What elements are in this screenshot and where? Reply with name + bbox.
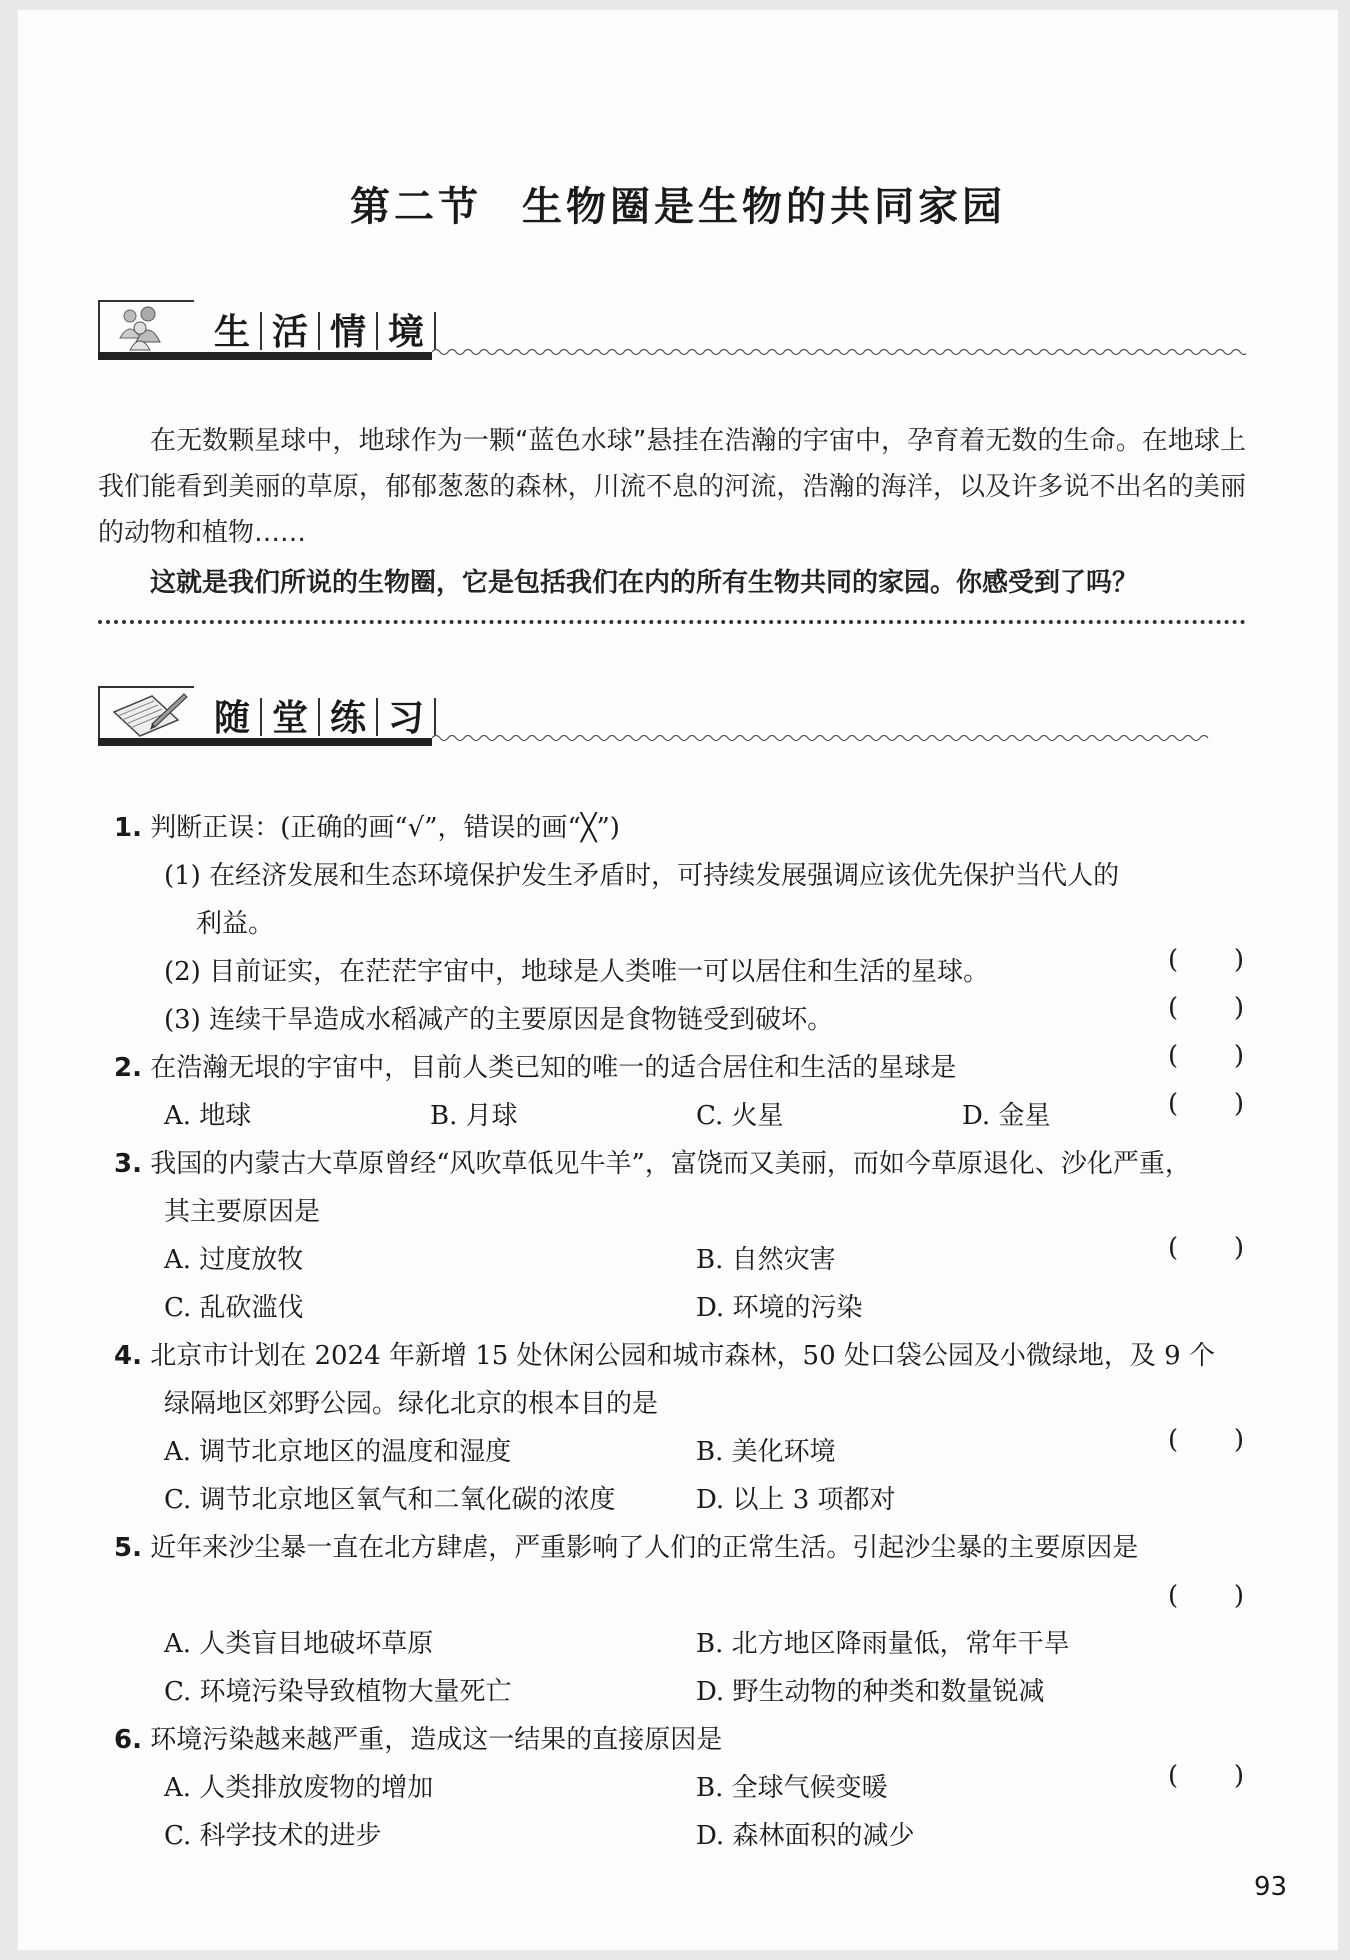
- option-d: D. 金星: [962, 1101, 1051, 1131]
- option-a: A. 调节北京地区的温度和湿度: [164, 1437, 512, 1467]
- notebook-pencil-icon: [108, 690, 188, 738]
- question-1: 1. 判断正误：(正确的画“√”，错误的画“╳”): [114, 813, 620, 843]
- option-b: B. 北方地区降雨量低，常年干旱: [696, 1629, 1070, 1659]
- question-1-statement-1-cont: 利益。 ( ): [196, 906, 1244, 942]
- dotted-divider: [98, 620, 1246, 624]
- option-c: C. 调节北京地区氧气和二氧化碳的浓度: [164, 1485, 616, 1515]
- option-a: A. 人类盲目地破坏草原: [164, 1629, 434, 1659]
- question-4-cont: 绿隔地区郊野公园。绿化北京的根本目的是 ( ): [164, 1386, 1244, 1422]
- answer-blank[interactable]: ( ): [1168, 993, 1244, 1023]
- answer-blank[interactable]: ( ): [1168, 1089, 1244, 1119]
- option-c: C. 科学技术的进步: [164, 1821, 382, 1851]
- section-title-life-context: 生 活 情 境: [214, 304, 446, 355]
- section-title-practice: 随 堂 练 习: [214, 690, 446, 741]
- answer-blank[interactable]: ( ): [1168, 945, 1244, 975]
- option-b: B. 全球气候变暖: [696, 1773, 888, 1803]
- question-1-statement-1: (1) 在经济发展和生态环境保护发生矛盾时，可持续发展强调应该优先保护当代人的: [164, 861, 1120, 891]
- page-number: 93: [1254, 1872, 1288, 1902]
- context-paragraph: 在无数颗星球中，地球作为一颗“蓝色水球”悬挂在浩瀚的宇宙中，孕育着无数的生命。在地球上我们能看到美丽的草原，郁郁葱葱的森林，川流不息的河流，浩瀚的海洋，以及许多说不出名的美丽的动物和植物……: [98, 426, 1246, 548]
- context-highlight: 这就是我们所说的生物圈，它是包括我们在内的所有生物共同的家园。你感受到了吗？: [150, 568, 1139, 598]
- option-d: D. 环境的污染: [696, 1293, 863, 1323]
- option-b: B. 美化环境: [696, 1437, 836, 1467]
- option-d: D. 野生动物的种类和数量锐减: [696, 1677, 1045, 1707]
- option-c: C. 环境污染导致植物大量死亡: [164, 1677, 512, 1707]
- title-section-number: 第二节: [350, 183, 482, 230]
- page: [18, 10, 1338, 1950]
- option-a: A. 地球: [164, 1101, 252, 1131]
- answer-blank[interactable]: ( ): [1168, 1761, 1244, 1791]
- option-b: B. 月球: [430, 1101, 518, 1131]
- option-b: B. 自然灾害: [696, 1245, 836, 1275]
- people-icon: [108, 304, 188, 352]
- question-6: 6. 环境污染越来越严重，造成这一结果的直接原因是 ( ): [114, 1722, 1244, 1758]
- question-3: 3. 我国的内蒙古大草原曾经“风吹草低见牛羊”，富饶而又美丽，而如今草原退化、沙化严重，: [114, 1149, 1191, 1179]
- page-title: [18, 175, 1338, 232]
- section-header-life-context: [98, 300, 1246, 374]
- section-header-practice: [98, 686, 1246, 760]
- option-d: D. 以上 3 项都对: [696, 1485, 896, 1515]
- wavy-divider: [432, 730, 1246, 742]
- title-text: 生物圈是生物的共同家园: [522, 183, 1006, 230]
- question-1-statement-3: (3) 连续干旱造成水稻减产的主要原因是食物链受到破坏。 ( ): [164, 1002, 1244, 1038]
- answer-blank[interactable]: ( ): [1168, 1233, 1244, 1263]
- option-c: C. 火星: [696, 1101, 784, 1131]
- context-text: [98, 418, 1246, 606]
- answer-blank[interactable]: ( ): [1168, 1581, 1244, 1611]
- question-4: 4. 北京市计划在 2024 年新增 15 处休闲公园和城市森林，50 处口袋公园及小微绿地，及 9 个: [114, 1341, 1215, 1371]
- question-1-statement-2: (2) 目前证实，在茫茫宇宙中，地球是人类唯一可以居住和生活的星球。 ( ): [164, 954, 1244, 990]
- question-2: 2. 在浩瀚无垠的宇宙中，目前人类已知的唯一的适合居住和生活的星球是 ( ): [114, 1050, 1244, 1086]
- option-a: A. 人类排放废物的增加: [164, 1773, 434, 1803]
- option-a: A. 过度放牧: [164, 1245, 304, 1275]
- answer-blank[interactable]: ( ): [1168, 1425, 1244, 1455]
- answer-blank[interactable]: ( ): [1168, 1041, 1244, 1071]
- question-3-cont: 其主要原因是 ( ): [164, 1194, 1244, 1230]
- question-5: 5. 近年来沙尘暴一直在北方肆虐，严重影响了人们的正常生活。引起沙尘暴的主要原因是: [114, 1533, 1139, 1563]
- wavy-divider: [432, 344, 1246, 356]
- option-d: D. 森林面积的减少: [696, 1821, 915, 1851]
- option-c: C. 乱砍滥伐: [164, 1293, 304, 1323]
